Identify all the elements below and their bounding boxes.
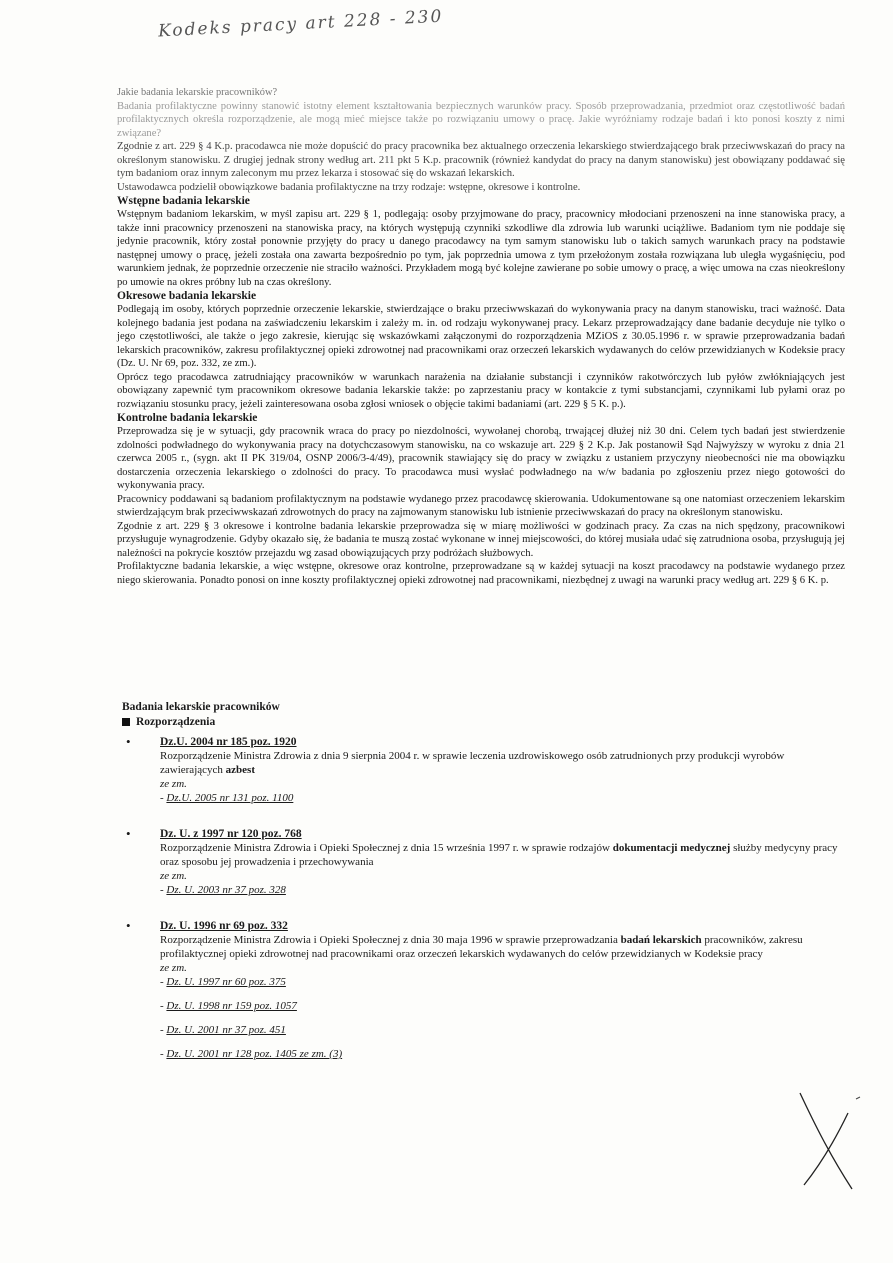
amendment-item <box>160 999 842 1013</box>
amend-prefix: - <box>160 792 167 804</box>
legal-heading: Badania lekarskie pracowników <box>122 701 280 713</box>
legal-entry <box>122 735 842 805</box>
amend-prefix: - <box>160 976 167 988</box>
paragraph-kontrolne-1: Przeprowadza się je w sytuacji, gdy pracownik wraca do pracy po niezdolności, wywołanej chorobą, trwającej dłużej niż 30 dni. Celem tych badań jest stwierdzenie zdolności podwładnego do wykonywania pracy na dotychczasowym stanowisku, na co wskazuje art. 229 § 2 K.p. Jak postanowił Sąd Najwyższy w wyroku z dnia 21 czerwca 2005 r., (sygn. akt II PK 319/04, OSNP 2006/3-4/49), pracownik stawiający się do pracy w związku z ustaniem przyczyny nieobecności nie ma obowiązku dostarczenia orzeczenia lekarskiego o zdolności do pracy. To pracodawca musi wysłać podwładnego na w/w badania po zgłoszeniu przez niego gotowości do wykonywania pracy. <box>117 426 845 491</box>
amendment-item <box>160 975 842 989</box>
amend-prefix: - <box>160 1024 167 1036</box>
spacer <box>160 1013 842 1023</box>
amendment-link[interactable]: Dz. U. 2003 nr 37 poz. 328 <box>166 884 286 896</box>
legal-entry-ref-link[interactable]: Dz.U. 2004 nr 185 poz. 1920 <box>160 736 297 748</box>
legal-entry-description <box>160 841 842 869</box>
paragraph-kontrolne-2: Pracownicy poddawani są badaniom profilaktycznym na podstawie wydanego przez pracodawcę skierowania. Udokumentowane są one natomiast orzeczeniem lekarskim stwierdzającym brak przeciwwskazań zdrowotnych do pracy na zajmowanym stanowisku lub istnienie przeciwwskazań do pracy na określonym stanowisku. <box>117 493 845 518</box>
spacer <box>160 1037 842 1047</box>
desc-bold: badań lekarskich <box>620 934 702 946</box>
amendment-item <box>160 1023 842 1037</box>
legal-subheading-row <box>122 715 842 729</box>
desc-text: Rozporządzenie Ministra Zdrowia i Opieki Społecznej z dnia 30 maja 1996 w sprawie przeprowadzania <box>160 934 621 946</box>
paragraph-kontrolne-4: Profilaktyczne badania lekarskie, a więc wstępne, okresowe oraz kontrolne, przeprowadzane są w każdej sytuacji na koszt pracodawcy na podstawie wydanego przez niego skierowania. Ponadto ponosi on inne koszty profilaktycznej opieki zdrowotnej nad pracownikami, niezbędnej z uwagi na warunki pracy według art. 229 § 6 K. p. <box>117 561 845 586</box>
legal-entry-zezm: ze zm. <box>160 778 187 790</box>
legal-entry <box>122 919 842 1061</box>
amendment-item <box>160 1047 842 1061</box>
handwritten-header-note: Kodeks pracy art 228 - 230 <box>157 6 444 42</box>
legal-entry-zezm: ze zm. <box>160 870 187 882</box>
amend-prefix: - <box>160 1000 167 1012</box>
heading-wstepne: Wstępne badania lekarskie <box>117 195 250 207</box>
amendment-item <box>160 883 842 897</box>
bullet-icon: • <box>126 826 131 841</box>
amendment-link[interactable]: Dz. U. 1997 nr 60 poz. 375 <box>166 976 286 988</box>
paragraph-okresowe-2: Oprócz tego pracodawca zatrudniający pracowników w warunkach narażenia na działanie substancji i czynników rakotwórczych lub pyłów zwłókniających jest obowiązany zapewnić tym pracownikom okresowe badania lekarskie także: po zaprzestaniu pracy w kontakcie z tymi substancjami, czynnikami lub pyłami oraz po rozwiązaniu stosunku pracy, jeżeli zainteresowana osoba zgłosi wniosek o objęcie takimi badaniami (art. 229 § 5 K. p.). <box>117 371 845 410</box>
square-bullet-icon <box>122 718 130 726</box>
handwritten-x-mark-icon <box>790 1085 870 1195</box>
legal-entry-description <box>160 933 842 961</box>
amendment-link[interactable]: Dz. U. 2001 nr 128 poz. 1405 ze zm. (3) <box>166 1048 343 1060</box>
article-body <box>117 86 845 587</box>
paragraph-wstepne: Wstępnym badaniom lekarskim, w myśl zapisu art. 229 § 1, podlegają: osoby przyjmowane do pracy, pracownicy młodociani przenoszeni na inne stanowiska pracy, a także inni pracownicy przenoszeni na stanowiska pracy, na których występują czynniki szkodliwe dla zdrowia lub warunki uciążliwe. Badaniom tym nie poddaje się jedynie pracownik, który został ponownie przyjęty do pracy u danego pracodawcy na tym samym stanowisku lub o takich samych warunkach pracy na podstawie następnej umowy o pracę, jeżeli została ona zawarta bezpośrednio po tym, jak poprzednia umowa z tym przełożonym została rozwiązana lub uległa wygaśnięciu, pod warunkiem jednak, że poprzednie orzeczenie nie straciło ważności. Przykładem mogą być kolejne zawierane po sobie umowy o pracę, a więc umowa na czas nieokreślony po umowie na okres próbny lub na czas określony. <box>117 209 845 288</box>
desc-text: Rozporządzenie Ministra Zdrowia i Opieki Społecznej z dnia 15 września 1997 r. w sprawie rodzajów <box>160 842 613 854</box>
article-paragraph-1: Zgodnie z art. 229 § 4 K.p. pracodawca nie może dopuścić do pracy pracownika bez aktualnego orzeczenia lekarskiego stwierdzającego brak przeciwwskazań do pracy na określonym stanowisku. Z drugiej jednak strony według art. 211 pkt 5 K.p. pracownik (również kandydat do pracy na danym stanowisku) jest obowiązany poddawać się tym badaniom oraz innym zaleconym mu przez lekarza i stosować się do wskazań lekarskich. <box>117 141 845 179</box>
heading-kontrolne: Kontrolne badania lekarskie <box>117 412 258 424</box>
desc-text: Rozporządzenie Ministra Zdrowia z dnia 9 sierpnia 2004 r. w sprawie leczenia uzdrowiskowego osób zatrudnionych przy produkcji wyrobów zawierających <box>160 750 785 776</box>
desc-bold: dokumentacji medycznej <box>612 842 731 854</box>
legal-entry-zezm: ze zm. <box>160 962 187 974</box>
spacer <box>160 989 842 999</box>
legal-entry-description <box>160 749 842 777</box>
amendment-link[interactable]: Dz.U. 2005 nr 131 poz. 1100 <box>166 792 294 804</box>
desc-bold: azbest <box>225 764 255 776</box>
bullet-icon: • <box>126 734 131 749</box>
amend-prefix: - <box>160 1048 167 1060</box>
amendment-link[interactable]: Dz. U. 2001 nr 37 poz. 451 <box>166 1024 286 1036</box>
article-paragraph-2: Ustawodawca podzielił obowiązkowe badania profilaktyczne na trzy rodzaje: wstępne, okresowe i kontrolne. <box>117 181 581 193</box>
legal-acts-section <box>122 700 842 1075</box>
article-intro: Badania profilaktyczne powinny stanowić istotny element kształtowania bezpiecznych warunków pracy. Sposób przeprowadzania, przedmiot oraz częstotliwość badań profilaktycznych określa rozporządzenie, ale mogą mieć miejsce także po rozwiązaniu umowy o pracę. Jakie wyróżniamy rodzaje badań i kto ponosi koszty z nimi związane? <box>117 100 845 139</box>
paragraph-kontrolne-3: Zgodnie z art. 229 § 3 okresowe i kontrolne badania lekarskie przeprowadza się w miarę możliwości w godzinach pracy. Za czas na nich spędzony, pracownikowi przysługuje wynagrodzenie. Gdyby okazało się, że badania te muszą zostać wykonane w innej miejscowości, do której musiała udać się zatrudniona osoba, przysługują jej należności na pokrycie kosztów przejazdu wg zasad obowiązujących przy podróżach służbowych. <box>117 520 845 559</box>
desc-text: pracowników, zakresu profilaktycznej opieki zdrowotnej nad pracownikami oraz orzeczeń lekarskich wydawanych do celów przewidzianych w Kodeksie pracy <box>160 934 803 960</box>
article-question-title: Jakie badania lekarskie pracowników? <box>117 87 278 98</box>
desc-text: służby medycyny pracy oraz sposobu jej prowadzenia i przechowywania <box>160 842 838 868</box>
legal-entry-ref-link[interactable]: Dz. U. z 1997 nr 120 poz. 768 <box>160 828 302 840</box>
legal-subheading: Rozporządzenia <box>136 716 216 728</box>
amendment-item <box>160 791 842 805</box>
heading-okresowe: Okresowe badania lekarskie <box>117 290 257 302</box>
legal-entry <box>122 827 842 897</box>
amend-prefix: - <box>160 884 167 896</box>
amendment-link[interactable]: Dz. U. 1998 nr 159 poz. 1057 <box>166 1000 297 1012</box>
legal-entry-ref-link[interactable]: Dz. U. 1996 nr 69 poz. 332 <box>160 920 288 932</box>
bullet-icon: • <box>126 918 131 933</box>
paragraph-okresowe-1: Podlegają im osoby, których poprzednie orzeczenie lekarskie, stwierdzające o braku przeciwwskazań do wykonywania pracy na danym stanowisku, traci ważność. Data kolejnego badania jest podana na zaświadczeniu lekarskim i zależy m. in. od rodzaju wykonywanej pracy. Lekarz przeprowadzający dane badanie decyduje nie tylko o jego częstotliwości, ale także o jego zakresie, kierując się wskazówkami załączonymi do rozporządzenia MZiOS z 30.05.1996 r. w sprawie przeprowadzania badań lekarskich pracowników, zakresu profilaktycznej opieki zdrowotnej nad pracownikami oraz orzeczeń lekarskich wydawanych do celów przewidzianych w Kodeksie pracy (Dz. U. Nr 69, poz. 332, ze zm.). <box>117 304 845 369</box>
